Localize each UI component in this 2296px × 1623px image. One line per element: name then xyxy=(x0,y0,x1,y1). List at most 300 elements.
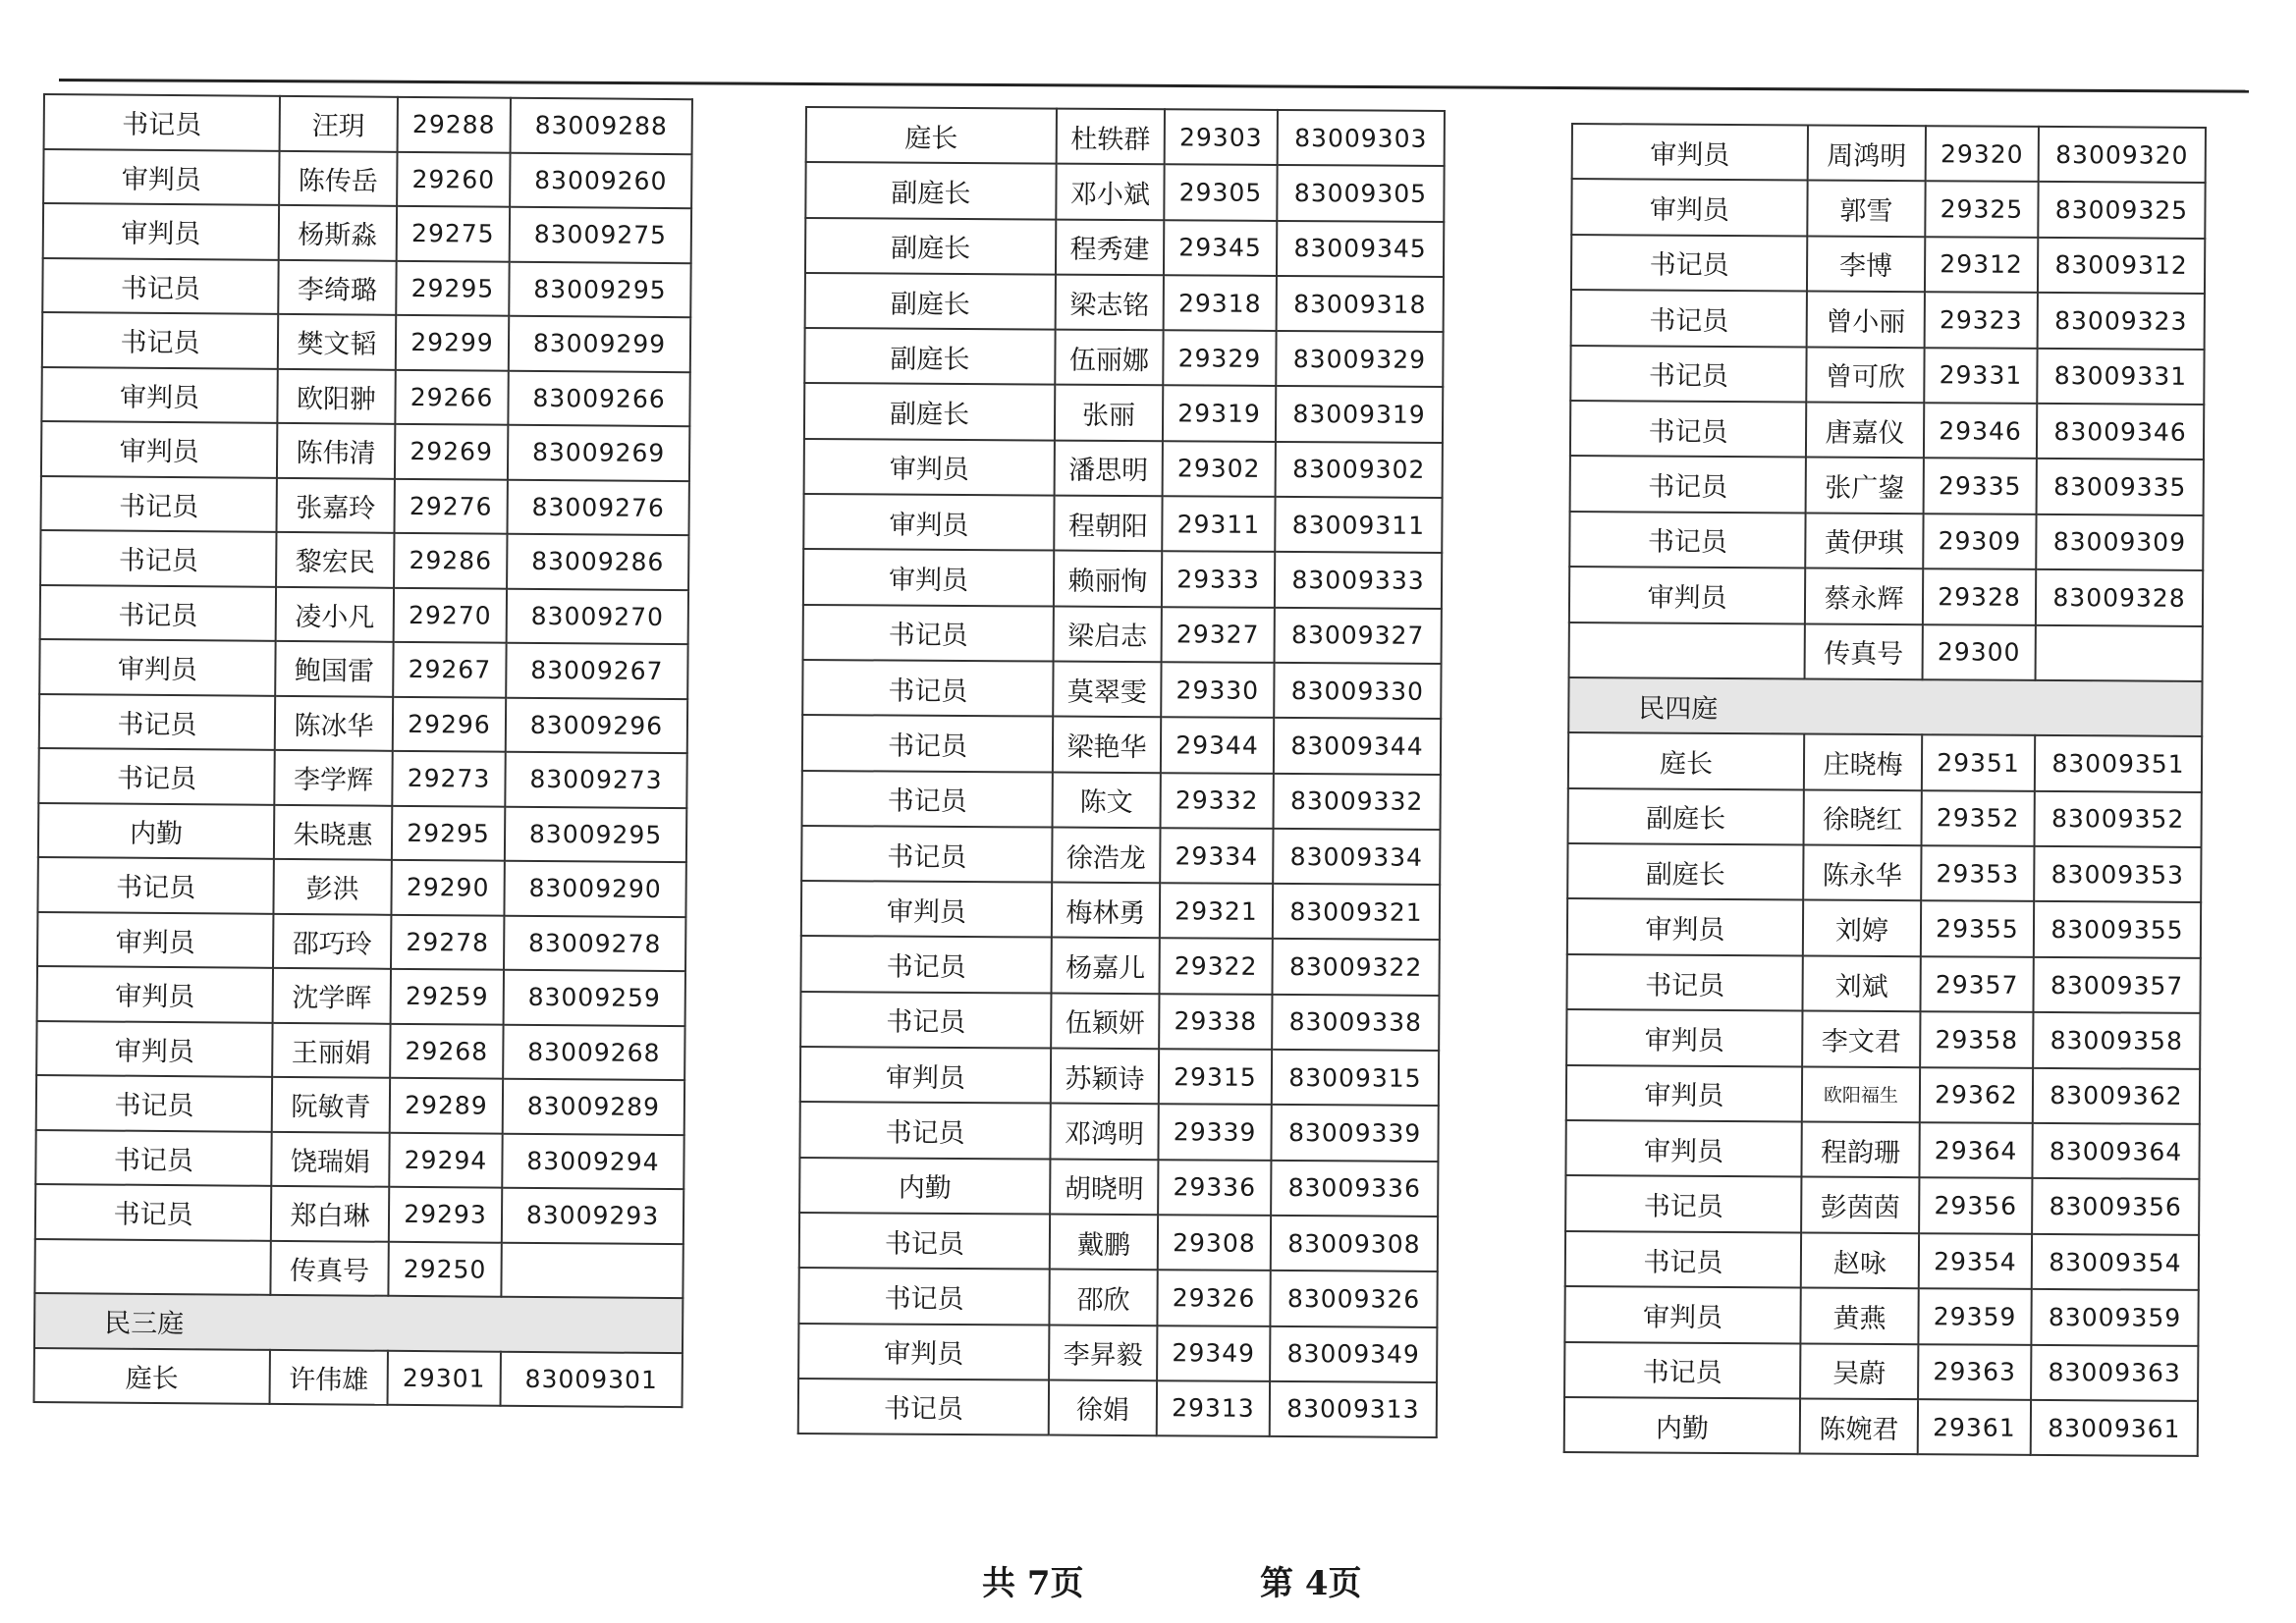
phone-cell: 83009351 xyxy=(2035,735,2202,791)
title-cell: 审判员 xyxy=(1564,1286,1800,1343)
title-cell: 书记员 xyxy=(803,605,1054,662)
title-cell: 副庭长 xyxy=(805,273,1056,330)
phone-cell: 83009295 xyxy=(509,261,690,317)
phone-cell: 83009312 xyxy=(2038,238,2205,294)
table-row xyxy=(1571,290,2205,349)
extension-cell: 29326 xyxy=(1157,1270,1270,1325)
table-row xyxy=(798,1324,1437,1382)
title-cell: 书记员 xyxy=(799,1102,1050,1159)
phone-cell: 83009278 xyxy=(504,915,685,971)
extension-cell: 29331 xyxy=(1924,348,2037,404)
title-cell: 书记员 xyxy=(36,1075,272,1131)
extension-cell: 29356 xyxy=(1919,1178,2032,1234)
extension-cell: 29311 xyxy=(1162,496,1275,552)
table-row xyxy=(804,328,1443,387)
phone-cell: 83009311 xyxy=(1275,497,1442,553)
name-cell: 杨斯淼 xyxy=(279,205,397,260)
phone-cell: 83009318 xyxy=(1277,276,1444,332)
name-cell: 欧阳福生 xyxy=(1802,1066,1920,1122)
page-count: 共 7页 xyxy=(982,1564,1084,1603)
table-row xyxy=(805,162,1444,221)
title-cell: 书记员 xyxy=(1564,1342,1800,1399)
extension-cell: 29315 xyxy=(1159,1049,1272,1105)
phone-cell: 83009353 xyxy=(2034,846,2201,902)
name-cell: 程秀建 xyxy=(1056,219,1164,275)
phone-cell: 83009326 xyxy=(1270,1271,1437,1326)
name-cell: 李绮璐 xyxy=(278,259,396,314)
table-row xyxy=(38,748,686,808)
title-cell: 副庭长 xyxy=(1567,843,1803,900)
phone-cell: 83009294 xyxy=(502,1133,683,1189)
extension-cell: 29329 xyxy=(1163,330,1276,386)
title-cell: 书记员 xyxy=(1570,456,1806,513)
table-row xyxy=(1568,788,2202,847)
name-cell: 郑白琳 xyxy=(271,1186,389,1241)
table-row xyxy=(1566,954,2200,1013)
table-row xyxy=(1564,1286,2198,1345)
phone-cell: 83009270 xyxy=(507,588,688,644)
title-cell: 庭长 xyxy=(1568,732,1804,789)
table-row xyxy=(43,149,691,209)
table-row xyxy=(803,549,1442,608)
phone-cell: 83009296 xyxy=(506,697,687,753)
title-cell: 书记员 xyxy=(799,1213,1050,1270)
phone-cell: 83009289 xyxy=(503,1079,684,1135)
name-cell: 郭雪 xyxy=(1807,181,1925,237)
title-cell: 庭长 xyxy=(34,1347,270,1403)
extension-cell: 29267 xyxy=(393,642,506,697)
name-cell: 陈伟清 xyxy=(277,423,395,478)
phone-cell: 83009293 xyxy=(502,1188,683,1244)
table-row xyxy=(805,273,1444,332)
table-row xyxy=(800,992,1439,1051)
phone-cell: 83009295 xyxy=(505,806,686,862)
title-cell: 庭长 xyxy=(806,107,1057,164)
phone-cell: 83009319 xyxy=(1276,386,1443,442)
name-cell: 陈传岳 xyxy=(279,150,397,205)
extension-cell: 29269 xyxy=(395,424,508,479)
title-cell: 书记员 xyxy=(35,1129,271,1185)
title-cell: 书记员 xyxy=(1565,1231,1801,1288)
name-cell: 汪玥 xyxy=(280,96,398,151)
extension-cell: 29363 xyxy=(1918,1344,2031,1400)
name-cell: 陈文 xyxy=(1053,772,1161,828)
title-cell: 书记员 xyxy=(802,771,1053,828)
phone-cell: 83009313 xyxy=(1270,1381,1437,1437)
extension-cell: 29278 xyxy=(391,914,504,969)
title-cell: 书记员 xyxy=(1569,512,1805,568)
title-cell: 审判员 xyxy=(37,966,273,1022)
extension-cell: 29346 xyxy=(1924,403,2037,459)
name-cell: 彭洪 xyxy=(273,859,391,914)
name-cell: 鲍国雷 xyxy=(275,641,393,696)
phone-cell: 83009356 xyxy=(2032,1178,2199,1234)
table-row xyxy=(1569,567,2203,625)
table-row xyxy=(1564,1397,2198,1456)
name-cell: 庄晓梅 xyxy=(1804,734,1922,790)
phone-cell: 83009339 xyxy=(1271,1105,1438,1161)
extension-cell: 29328 xyxy=(1923,568,2036,624)
table-row xyxy=(1565,1120,2199,1179)
extension-cell: 29296 xyxy=(393,696,506,751)
phone-cell: 83009354 xyxy=(2032,1234,2199,1290)
phone-cell: 83009352 xyxy=(2035,791,2202,847)
table-row xyxy=(798,1379,1437,1437)
title-cell xyxy=(34,1238,270,1294)
name-cell: 邵巧玲 xyxy=(273,913,391,968)
phone-cell: 83009358 xyxy=(2033,1012,2200,1068)
name-cell: 刘婷 xyxy=(1803,900,1921,956)
title-cell: 审判员 xyxy=(1572,124,1808,181)
name-cell: 伍颖妍 xyxy=(1051,993,1159,1049)
phone-cell: 83009346 xyxy=(2037,404,2204,460)
extension-cell: 29338 xyxy=(1159,994,1272,1050)
table-row xyxy=(1566,1065,2200,1124)
title-cell: 审判员 xyxy=(41,366,277,422)
table-row xyxy=(37,966,685,1026)
table-row xyxy=(1571,179,2205,238)
title-cell: 内勤 xyxy=(38,802,274,858)
table-row xyxy=(43,203,691,263)
title-cell: 副庭长 xyxy=(804,328,1055,385)
table-row xyxy=(1565,1231,2199,1290)
title-cell: 书记员 xyxy=(41,475,277,531)
table-row xyxy=(799,1102,1438,1161)
extension-cell: 29327 xyxy=(1162,607,1275,663)
phone-cell: 83009336 xyxy=(1271,1161,1438,1217)
extension-cell: 29273 xyxy=(392,751,505,806)
title-cell: 书记员 xyxy=(798,1379,1049,1435)
table-row xyxy=(41,366,689,426)
extension-cell: 29345 xyxy=(1164,220,1277,276)
table-row xyxy=(803,605,1442,664)
title-cell: 审判员 xyxy=(1566,1065,1802,1122)
extension-cell: 29268 xyxy=(390,1023,503,1078)
phone-cell: 83009327 xyxy=(1275,608,1442,664)
extension-cell: 29322 xyxy=(1159,939,1272,995)
section-header-row xyxy=(34,1293,683,1353)
name-cell: 李昇毅 xyxy=(1049,1325,1157,1380)
title-cell: 书记员 xyxy=(40,584,276,640)
name-cell: 曾小丽 xyxy=(1807,292,1925,348)
name-cell: 阮敏青 xyxy=(272,1077,390,1132)
table-row xyxy=(1567,898,2201,957)
table-row xyxy=(39,693,687,753)
name-cell: 程朝阳 xyxy=(1054,496,1162,552)
extension-cell: 29270 xyxy=(394,587,507,642)
section-title: 民三庭 xyxy=(34,1293,683,1353)
extension-cell: 29339 xyxy=(1158,1105,1271,1161)
extension-cell: 29295 xyxy=(396,260,509,315)
phone-cell: 83009305 xyxy=(1277,165,1444,221)
name-cell: 杨嘉儿 xyxy=(1051,938,1159,994)
title-cell: 审判员 xyxy=(801,881,1052,938)
phone-cell: 83009301 xyxy=(501,1351,683,1407)
table-row xyxy=(800,936,1439,995)
phone-cell: 83009290 xyxy=(504,861,685,917)
name-cell: 潘思明 xyxy=(1055,440,1163,496)
title-cell: 书记员 xyxy=(1570,346,1806,403)
table-row xyxy=(38,802,686,862)
directory-table-middle xyxy=(797,106,1446,1438)
name-cell: 梁艳华 xyxy=(1053,717,1161,773)
extension-cell: 29302 xyxy=(1163,441,1276,497)
name-cell: 徐晓红 xyxy=(1804,789,1922,845)
title-cell: 书记员 xyxy=(800,992,1051,1049)
phone-cell: 83009322 xyxy=(1272,939,1439,995)
title-cell: 副庭长 xyxy=(805,162,1056,219)
name-cell: 周鸿明 xyxy=(1808,125,1926,181)
phone-cell: 83009320 xyxy=(2039,127,2206,183)
extension-cell: 29335 xyxy=(1924,459,2037,514)
phone-cell: 83009335 xyxy=(2037,459,2204,514)
title-cell: 副庭长 xyxy=(1568,788,1804,845)
name-cell: 梁启志 xyxy=(1054,606,1162,662)
name-cell: 吴蔚 xyxy=(1800,1343,1918,1399)
table-row xyxy=(804,439,1443,498)
phone-cell: 83009267 xyxy=(506,643,687,699)
extension-cell: 29276 xyxy=(394,478,507,533)
directory-table-right xyxy=(1563,123,2207,1457)
table-row xyxy=(801,826,1440,885)
extension-cell: 29299 xyxy=(396,315,509,370)
name-cell: 许伟雄 xyxy=(270,1349,388,1404)
table-row xyxy=(40,584,688,644)
table-row xyxy=(1570,456,2204,514)
title-cell: 书记员 xyxy=(39,693,275,749)
phone-cell: 83009329 xyxy=(1276,331,1443,387)
table-row xyxy=(34,1238,683,1298)
extension-cell: 29357 xyxy=(1920,956,2033,1012)
extension-cell: 29364 xyxy=(1919,1122,2032,1178)
phone-cell: 83009338 xyxy=(1272,995,1439,1051)
extension-cell: 29330 xyxy=(1161,662,1274,718)
name-cell: 苏颖诗 xyxy=(1051,1049,1159,1105)
name-cell: 梁志铭 xyxy=(1056,274,1164,330)
name-cell: 黎宏民 xyxy=(276,532,394,587)
phone-cell xyxy=(2036,624,2203,680)
phone-cell: 83009286 xyxy=(507,534,688,590)
name-cell: 张嘉玲 xyxy=(276,477,394,532)
phone-cell: 83009288 xyxy=(511,98,692,154)
phone-cell: 83009260 xyxy=(510,152,691,208)
title-cell: 副庭长 xyxy=(804,383,1055,440)
extension-cell: 29349 xyxy=(1157,1325,1270,1381)
title-cell: 审判员 xyxy=(43,203,279,259)
table-row xyxy=(1570,346,2204,405)
title-cell: 书记员 xyxy=(1566,954,1802,1011)
phone-cell: 83009355 xyxy=(2034,901,2201,957)
title-cell: 审判员 xyxy=(43,149,279,205)
name-cell: 朱晓惠 xyxy=(274,804,392,859)
name-cell: 蔡永辉 xyxy=(1805,568,1923,624)
title-cell: 审判员 xyxy=(800,1047,1051,1104)
title-cell: 审判员 xyxy=(803,549,1054,606)
table-row xyxy=(798,1268,1437,1326)
name-cell: 黄伊琪 xyxy=(1805,513,1923,568)
extension-cell: 29323 xyxy=(1925,292,2038,348)
name-cell: 莫翠雯 xyxy=(1053,662,1161,718)
extension-cell: 29355 xyxy=(1921,901,2034,957)
table-row xyxy=(37,857,685,917)
extension-cell: 29294 xyxy=(389,1132,502,1187)
table-row xyxy=(1572,124,2206,183)
phone-cell: 83009303 xyxy=(1278,110,1445,166)
name-cell: 杜轶群 xyxy=(1057,109,1165,165)
phone-cell: 83009330 xyxy=(1274,663,1441,719)
table-row xyxy=(1565,1175,2199,1234)
table-row xyxy=(805,218,1444,277)
title-cell: 书记员 xyxy=(40,530,276,586)
extension-cell: 29319 xyxy=(1163,386,1276,442)
extension-cell: 29344 xyxy=(1161,717,1274,773)
name-cell: 黄燕 xyxy=(1800,1288,1918,1344)
title-cell: 书记员 xyxy=(802,715,1053,772)
table-row xyxy=(806,107,1445,166)
extension-cell: 29288 xyxy=(398,97,511,152)
title-cell: 书记员 xyxy=(1565,1175,1801,1232)
name-cell: 伍丽娜 xyxy=(1055,330,1163,386)
table-row xyxy=(41,475,689,535)
title-cell: 书记员 xyxy=(801,826,1052,883)
phone-cell: 83009332 xyxy=(1274,773,1441,829)
name-cell: 梅林勇 xyxy=(1052,883,1160,939)
name-cell: 陈婉君 xyxy=(1800,1398,1918,1454)
phone-cell: 83009331 xyxy=(2037,348,2204,404)
name-cell: 程韵珊 xyxy=(1801,1121,1919,1177)
phone-cell: 83009273 xyxy=(505,752,686,808)
table-row xyxy=(35,1184,683,1244)
page-number: 第 4页 xyxy=(1260,1564,1362,1603)
directory-table-left xyxy=(33,93,693,1408)
title-cell: 书记员 xyxy=(37,857,273,913)
title-cell: 审判员 xyxy=(1567,898,1803,955)
phone-cell: 83009276 xyxy=(507,479,688,535)
extension-cell: 29361 xyxy=(1918,1399,2031,1455)
table-row xyxy=(35,1129,683,1189)
title-cell: 书记员 xyxy=(1570,401,1806,458)
table-row xyxy=(42,258,690,318)
phone-cell: 83009345 xyxy=(1277,221,1444,277)
table-row xyxy=(801,881,1440,940)
phone-cell: 83009309 xyxy=(2036,514,2203,570)
table-row xyxy=(802,771,1441,830)
name-cell: 赖丽恂 xyxy=(1054,551,1162,607)
name-cell: 李文君 xyxy=(1802,1011,1920,1067)
phone-cell: 83009315 xyxy=(1272,1050,1439,1106)
phone-cell: 83009363 xyxy=(2031,1344,2198,1400)
title-cell: 审判员 xyxy=(1566,1009,1802,1066)
name-cell: 沈学晖 xyxy=(273,968,391,1023)
title-cell: 副庭长 xyxy=(805,218,1056,275)
table-row xyxy=(803,494,1442,553)
extension-cell: 29318 xyxy=(1164,275,1277,331)
phone-cell: 83009362 xyxy=(2033,1068,2200,1124)
extension-cell: 29308 xyxy=(1158,1215,1271,1271)
extension-cell: 29259 xyxy=(391,969,504,1024)
title-cell: 审判员 xyxy=(41,421,277,477)
name-cell: 曾可欣 xyxy=(1806,347,1924,403)
extension-cell: 29266 xyxy=(395,369,508,424)
title-cell: 审判员 xyxy=(1571,179,1807,236)
extension-cell: 29362 xyxy=(1920,1067,2033,1123)
table-row xyxy=(41,421,689,481)
table-row xyxy=(42,312,690,372)
name-cell: 唐嘉仪 xyxy=(1806,402,1924,458)
title-cell: 书记员 xyxy=(802,660,1053,717)
name-cell: 李博 xyxy=(1807,236,1925,292)
phone-cell: 83009268 xyxy=(503,1024,684,1080)
extension-cell: 29301 xyxy=(388,1350,501,1405)
name-cell: 凌小凡 xyxy=(276,586,394,641)
table-row xyxy=(802,715,1441,774)
table-row xyxy=(1569,512,2203,570)
extension-cell: 29332 xyxy=(1161,773,1274,829)
name-cell: 传真号 xyxy=(270,1240,388,1295)
phone-cell: 83009349 xyxy=(1270,1325,1437,1381)
name-cell: 徐娟 xyxy=(1049,1380,1157,1435)
name-cell: 邓小斌 xyxy=(1056,164,1164,220)
table-row xyxy=(800,1047,1439,1106)
table-row xyxy=(37,911,685,971)
table-row xyxy=(36,1075,684,1135)
name-cell: 李学辉 xyxy=(274,750,392,805)
extension-cell: 29312 xyxy=(1925,237,2038,293)
title-cell: 书记员 xyxy=(1571,235,1807,292)
table-row xyxy=(802,660,1441,719)
top-rule xyxy=(59,79,2249,93)
extension-cell: 29309 xyxy=(1923,514,2036,569)
phone-cell: 83009357 xyxy=(2033,957,2200,1013)
phone-cell: 83009308 xyxy=(1271,1216,1438,1271)
name-cell: 刘斌 xyxy=(1802,955,1920,1011)
name-cell: 徐浩龙 xyxy=(1052,827,1160,883)
extension-cell: 29354 xyxy=(1919,1233,2032,1289)
phone-cell: 83009364 xyxy=(2032,1123,2199,1179)
phone-cell xyxy=(501,1242,683,1298)
table-row xyxy=(36,1020,684,1080)
title-cell: 书记员 xyxy=(35,1184,271,1240)
title-cell: 审判员 xyxy=(37,911,273,967)
title-cell: 书记员 xyxy=(800,936,1051,993)
name-cell: 胡晓明 xyxy=(1050,1159,1158,1215)
extension-cell: 29325 xyxy=(1925,182,2038,238)
name-cell: 传真号 xyxy=(1805,623,1923,679)
phone-cell: 83009266 xyxy=(508,370,689,426)
extension-cell: 29275 xyxy=(397,206,510,261)
extension-cell: 29260 xyxy=(397,151,510,206)
title-cell: 书记员 xyxy=(38,748,274,804)
extension-cell: 29336 xyxy=(1158,1160,1271,1216)
table-row xyxy=(1571,235,2205,294)
title-cell: 审判员 xyxy=(39,639,275,695)
title-cell: 书记员 xyxy=(42,312,278,368)
extension-cell: 29313 xyxy=(1157,1380,1270,1436)
extension-cell: 29333 xyxy=(1162,552,1275,608)
title-cell: 审判员 xyxy=(803,494,1054,551)
table-row xyxy=(40,530,688,590)
name-cell: 彭茵茵 xyxy=(1801,1177,1919,1233)
extension-cell: 29359 xyxy=(1918,1288,2031,1344)
name-cell: 张丽 xyxy=(1055,385,1163,441)
extension-cell: 29320 xyxy=(1926,126,2039,182)
name-cell: 戴鹏 xyxy=(1050,1214,1158,1270)
name-cell: 陈永华 xyxy=(1803,845,1921,901)
title-cell: 审判员 xyxy=(1569,567,1805,623)
extension-cell: 29321 xyxy=(1160,883,1273,939)
phone-cell: 83009275 xyxy=(510,207,691,263)
name-cell: 赵咏 xyxy=(1801,1232,1919,1288)
